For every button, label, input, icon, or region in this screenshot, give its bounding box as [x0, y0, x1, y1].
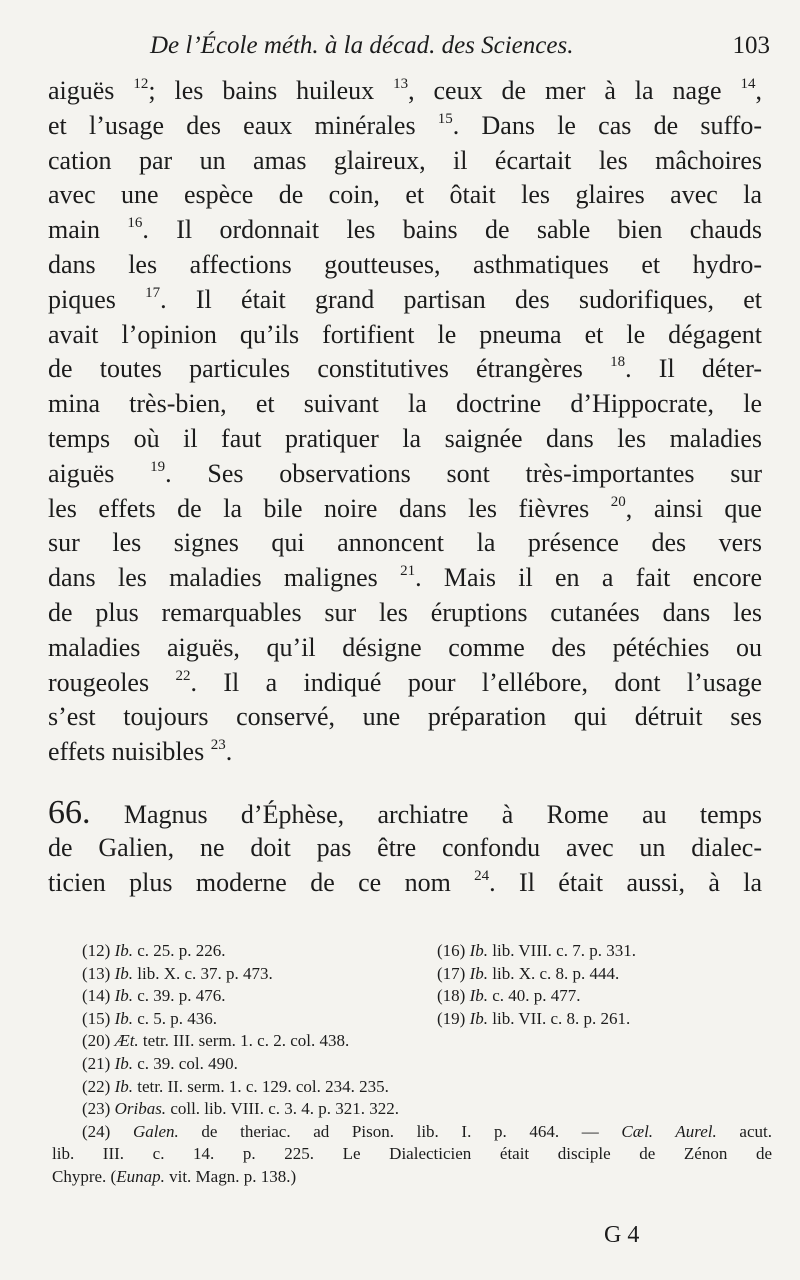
text-line	[48, 109, 762, 144]
text-run: de Galien, ne doit pas être confondu avec un dialec-	[48, 832, 762, 862]
page-number: 103	[732, 32, 770, 59]
text-run: maladies aiguës, qu’il désigne comme des pétéchies ou	[48, 632, 762, 662]
text-run: s’est toujours conservé, une préparation qui détruit ses	[48, 702, 762, 732]
text-run: main	[48, 215, 128, 245]
text-line	[48, 457, 762, 492]
footnote-line	[82, 1098, 772, 1121]
source-abbrev: Cæl. Aurel.	[621, 1121, 717, 1141]
footnote-text	[82, 1099, 399, 1118]
ref-text: (17)	[437, 963, 470, 983]
text-line	[48, 74, 762, 109]
footnote-line	[52, 1166, 772, 1189]
ref-text: (20)	[82, 1031, 115, 1051]
footnote-text	[82, 964, 273, 983]
text-line	[48, 700, 762, 735]
text-line	[48, 831, 762, 866]
ref-text: lib. X. c. 8. p. 444.	[488, 963, 620, 983]
source-abbrev: Ib.	[469, 1008, 488, 1028]
source-abbrev: Ib.	[114, 963, 133, 983]
text-line	[48, 213, 762, 248]
source-abbrev: Æt.	[114, 1031, 139, 1051]
signature-mark: G 4	[604, 1222, 640, 1248]
ref-text: lib. X. c. 37. p. 473.	[133, 963, 273, 983]
footnote-row	[82, 1008, 772, 1031]
footnote-marker: 20	[610, 493, 626, 510]
footnote-text	[437, 941, 636, 960]
section-number: 66.	[48, 793, 91, 831]
footnote-text	[82, 1122, 772, 1141]
footnote-left	[82, 940, 437, 963]
footnote-line: lib. III. c. 14. p. 225. Le Dialecticien était disciple de Zénon de	[52, 1144, 772, 1164]
footnote-text	[437, 986, 581, 1005]
footnote-text	[82, 941, 226, 960]
footnote-text	[437, 964, 619, 983]
footnote-marker: 23	[210, 737, 226, 754]
footnote-marker: 24	[474, 867, 490, 884]
text-line	[48, 178, 762, 213]
ref-text: acut.	[716, 1121, 772, 1141]
ref-text: (23)	[82, 1099, 115, 1119]
ref-text: (13)	[82, 963, 115, 983]
source-abbrev: Oribas.	[114, 1099, 167, 1119]
footnote-line	[82, 1053, 772, 1076]
text-run: .	[225, 737, 233, 767]
source-abbrev: Ib.	[114, 986, 133, 1006]
text-line	[48, 793, 762, 831]
footnote-24	[52, 1121, 772, 1189]
footnote-text	[82, 1054, 238, 1073]
ref-text: c. 39. col. 490.	[133, 1053, 238, 1073]
ref-text: c. 40. p. 477.	[488, 986, 581, 1006]
text-line	[48, 866, 762, 901]
text-line	[48, 144, 762, 179]
text-line	[48, 596, 762, 631]
text-run: cation par un amas glaireux, il écartait les mâchoires	[48, 145, 762, 175]
footnote-left	[82, 1008, 437, 1031]
ref-text: de theriac. ad Pison. lib. I. p. 464. —	[178, 1121, 622, 1141]
text-run: ,	[755, 76, 762, 105]
text-run: les effets de la bile noire dans les fièvres	[48, 493, 611, 523]
ref-text: (18)	[437, 986, 470, 1006]
footnote-right	[437, 1008, 772, 1031]
source-abbrev: Ib.	[469, 963, 488, 983]
text-run: dans les affections goutteuses, asthmatiques et hydro-	[48, 249, 762, 279]
text-run: temps où il faut pratiquer la saignée dans les maladies	[48, 423, 762, 453]
text-run: . Ses observations sont très-importantes sur	[165, 458, 763, 488]
footnote-marker: 15	[437, 110, 453, 127]
ref-text: (19)	[437, 1008, 470, 1028]
text-run: avait l’opinion qu’ils fortifient le pneuma et le dégagent	[48, 319, 762, 349]
text-line	[48, 666, 762, 701]
ref-text: coll. lib. VIII. c. 3. 4. p. 321. 322.	[166, 1099, 399, 1119]
text-line	[48, 318, 762, 353]
text-run: avec une espèce de coin, et ôtait les glaires avec la	[48, 180, 762, 210]
text-line	[48, 248, 762, 283]
footnote-marker: 14	[740, 76, 756, 92]
text-run: aiguës	[48, 76, 134, 105]
footnote-row	[82, 940, 772, 963]
text-run: , ceux de mer à la nage	[408, 76, 741, 105]
source-abbrev: Ib.	[114, 1008, 133, 1028]
ref-text: tetr. III. serm. 1. c. 2. col. 438.	[138, 1031, 350, 1051]
footnote-marker: 13	[393, 76, 409, 92]
footnote-marker: 21	[400, 563, 416, 580]
ref-text: vit. Magn. p. 138.)	[164, 1166, 297, 1186]
text-run: aiguës	[48, 458, 151, 488]
text-run: de toutes particules constitutives étrangères	[48, 354, 611, 384]
footnotes	[52, 940, 772, 1189]
source-abbrev: Eunap.	[116, 1166, 165, 1186]
ref-text: (16)	[437, 941, 470, 960]
footnote-marker: 16	[127, 215, 143, 232]
ref-text: c. 39. p. 476.	[133, 986, 226, 1006]
ref-text: c. 25. p. 226.	[133, 941, 226, 960]
footnote-right	[437, 940, 772, 963]
footnote-marker: 19	[150, 458, 166, 475]
text-line	[48, 561, 762, 596]
footnote-left	[82, 985, 437, 1008]
text-line	[48, 631, 762, 666]
text-run: . Il déter-	[625, 354, 763, 384]
ref-text: lib. VII. c. 8. p. 261.	[488, 1008, 631, 1028]
ref-text: c. 5. p. 436.	[133, 1008, 218, 1028]
footnote-text	[82, 1031, 349, 1050]
text-run: et l’usage des eaux minérales	[48, 110, 438, 140]
text-run: . Dans le cas de suffo-	[452, 110, 762, 140]
paragraph-2	[48, 793, 762, 900]
footnote-text	[52, 1167, 296, 1186]
source-abbrev: Ib.	[114, 1053, 133, 1073]
footnote-text	[82, 1009, 217, 1028]
text-run: de plus remarquables sur les éruptions cutanées dans les	[48, 597, 762, 627]
footnote-text	[437, 1009, 630, 1028]
text-run: Magnus d’Éphèse, archiatre à Rome au temps	[90, 799, 762, 829]
text-run: mina très-bien, et suivant la doctrine d’Hippocrate, le	[48, 389, 762, 419]
ref-text: (22)	[82, 1076, 115, 1096]
footnote-line	[82, 1076, 772, 1099]
ref-text: tetr. II. serm. 1. c. 129. col. 234. 235.	[133, 1076, 389, 1096]
footnotes-two-column	[82, 940, 772, 1030]
text-run: effets nuisibles	[48, 737, 211, 767]
source-abbrev: Galen.	[132, 1121, 179, 1141]
source-abbrev: Ib.	[469, 986, 488, 1006]
text-run: . Il était grand partisan des sudorifiques, et	[160, 284, 762, 314]
text-line	[48, 492, 762, 527]
footnote-text	[82, 1077, 389, 1096]
footnote-marker: 18	[610, 354, 626, 371]
text-line	[48, 283, 762, 318]
text-run: . Il a indiqué pour l’ellébore, dont l’usage	[190, 667, 762, 697]
text-run: sur les signes qui annoncent la présence des vers	[48, 528, 762, 558]
text-run: . Il était aussi, à la	[489, 867, 762, 897]
footnote-row	[82, 963, 772, 986]
footnote-line	[82, 1030, 772, 1053]
footnote-marker: 17	[145, 284, 161, 301]
ref-text: (15)	[82, 1008, 115, 1028]
ref-text: lib. VIII. c. 7. p. 331.	[488, 941, 636, 960]
ref-text: (12)	[82, 941, 115, 960]
paragraph-1	[48, 74, 762, 770]
ref-text: (21)	[82, 1053, 115, 1073]
text-line	[48, 422, 762, 457]
ref-text: (14)	[82, 986, 115, 1006]
source-abbrev: Ib.	[469, 941, 488, 960]
text-run: piques	[48, 284, 146, 314]
source-abbrev: Ib.	[114, 1076, 133, 1096]
ref-text: Chypre. (	[52, 1166, 117, 1186]
footnote-text	[82, 986, 226, 1005]
text-line	[48, 387, 762, 422]
footnote-row	[82, 985, 772, 1008]
text-run: ticien plus moderne de ce nom	[48, 867, 475, 897]
ref-text: (24)	[82, 1121, 133, 1141]
text-line	[48, 526, 762, 561]
page-header	[150, 32, 770, 72]
text-run: . Il ordonnait les bains de sable bien chauds	[142, 215, 762, 245]
footnote-line	[82, 1121, 772, 1144]
text-line	[48, 352, 762, 387]
footnotes-single	[82, 1030, 772, 1120]
main-text	[48, 74, 762, 900]
footnote-left	[82, 963, 437, 986]
footnote-right	[437, 963, 772, 986]
footnote-marker: 12	[133, 76, 149, 92]
running-title: De l’École méth. à la décad. des Sciences.	[150, 32, 574, 59]
text-run: . Mais il en a fait encore	[415, 563, 762, 593]
text-line	[48, 735, 762, 770]
footnote-right	[437, 985, 772, 1008]
text-run: dans les maladies malignes	[48, 563, 401, 593]
text-run: ; les bains huileux	[148, 76, 394, 105]
text-run: , ainsi que	[625, 493, 762, 523]
source-abbrev: Ib.	[114, 941, 133, 960]
text-run: rougeoles	[48, 667, 176, 697]
footnote-marker: 22	[175, 667, 191, 684]
